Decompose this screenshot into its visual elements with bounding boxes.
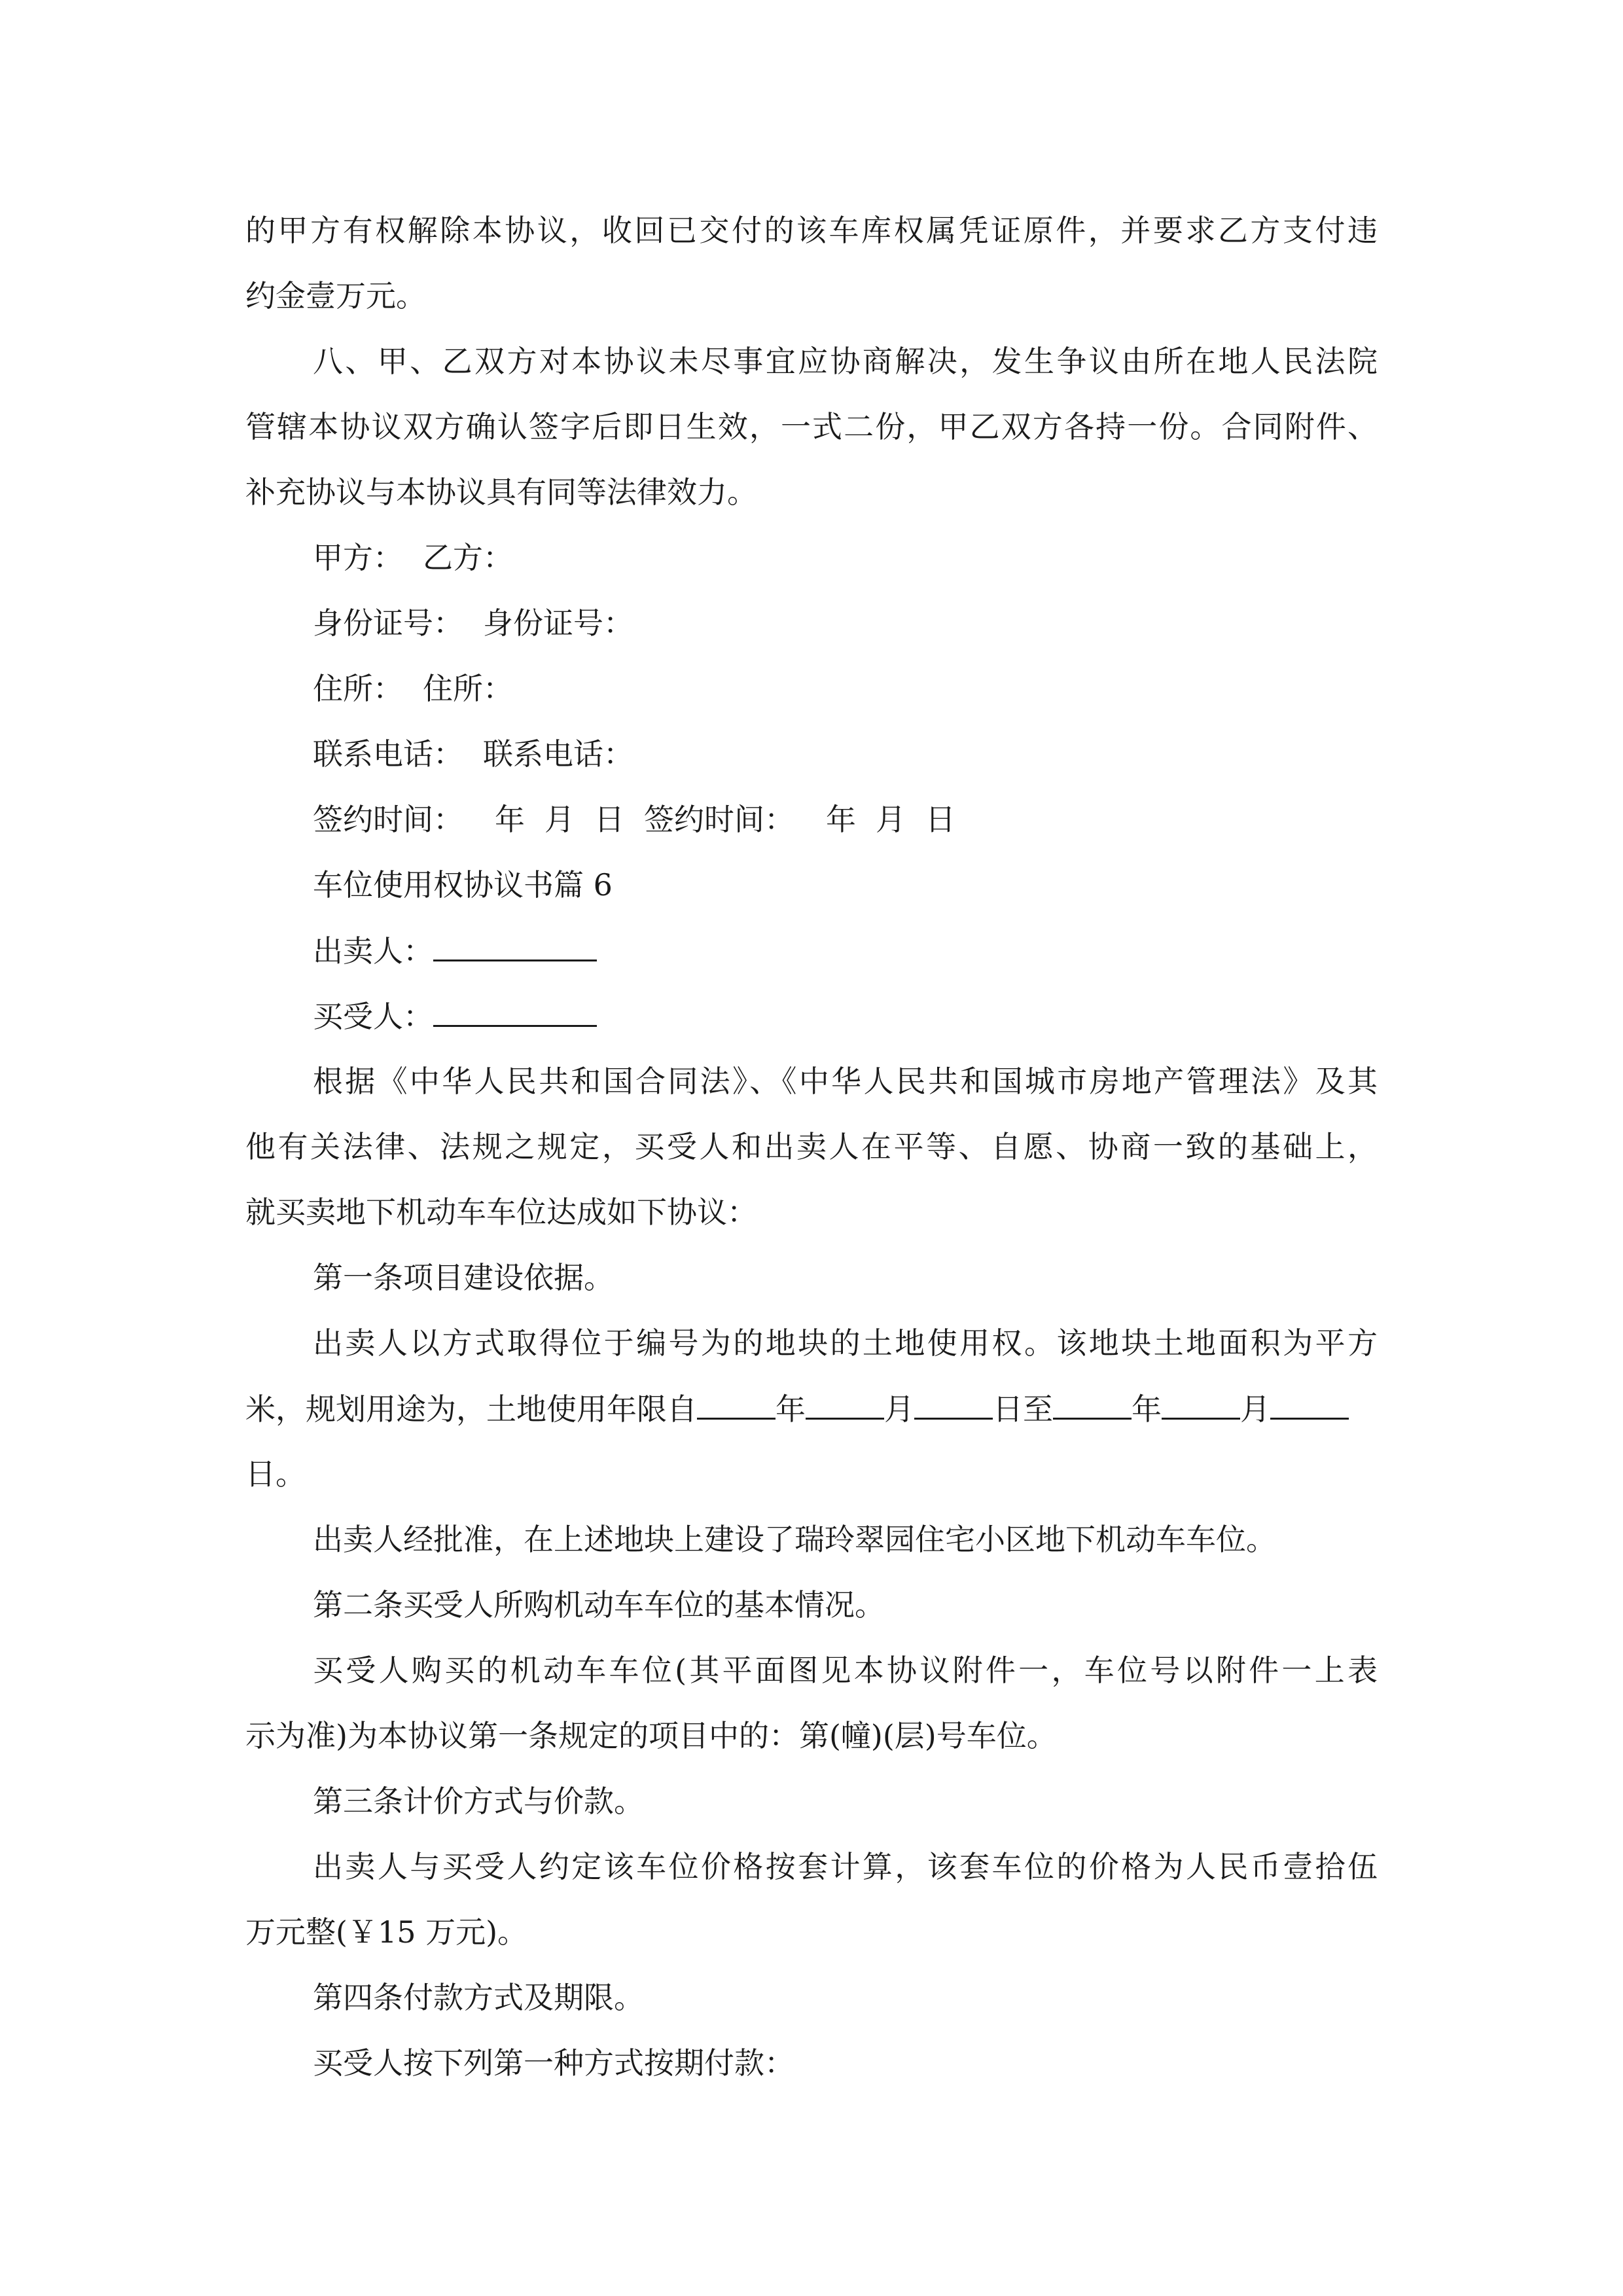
text-line: 买受人购买的机动车车位(其平面图见本协议附件一，车位号以附件一上表 (313, 1653, 1378, 1688)
blank (1162, 1389, 1240, 1420)
month-label: 月 (884, 1391, 914, 1427)
seller-blank (433, 931, 597, 961)
blank (697, 1389, 776, 1420)
text-line: 出卖人与买受人约定该车位价格按套计算，该套车位的价格为人民币壹拾伍 (313, 1849, 1378, 1884)
year-label: 年 (826, 802, 856, 837)
signature-id-line (313, 603, 1378, 643)
text-line: 的甲方有权解除本协议，收回已交付的该车库权属凭证原件，并要求乙方支付违 (245, 213, 1378, 248)
buyer-label: 买受人： (313, 999, 433, 1034)
buyer-line (313, 996, 1378, 1035)
party-a-phone-label: 联系电话： (313, 736, 463, 772)
article-heading: 第四条付款方式及期限。 (313, 1980, 644, 2015)
party-b-address-label: 住所： (423, 671, 513, 706)
day-label: 日 (925, 802, 955, 837)
signature-address-line (313, 669, 1378, 708)
text-line: 他有关法律、法规之规定，买受人和出卖人在平等、自愿、协商一致的基础上， (245, 1129, 1378, 1164)
text-line: 根据《中华人民共和国合同法》、《中华人民共和国城市房地产管理法》及其 (313, 1064, 1378, 1099)
day-label: 日 (594, 802, 624, 837)
party-b-phone-label: 联系电话： (483, 736, 633, 772)
article-heading: 第三条计价方式与价款。 (313, 1784, 644, 1819)
text-line: 示为准)为本协议第一条规定的项目中的：第(幢)(层)号车位。 (245, 1718, 1057, 1753)
month-label: 月 (1240, 1391, 1270, 1427)
text-line-with-blanks (245, 1389, 1378, 1428)
blank (914, 1389, 993, 1420)
party-a-date-label: 签约时间： (313, 802, 463, 837)
party-b-id-label: 身份证号： (483, 605, 633, 641)
year-label: 年 (776, 1391, 806, 1427)
text-line: 约金壹万元。 (245, 278, 426, 314)
text-line: 买受人按下列第一种方式按期付款： (313, 2045, 794, 2081)
party-a-address-label: 住所： (313, 671, 403, 706)
blank (806, 1389, 884, 1420)
text-line: 就买卖地下机动车车位达成如下协议： (245, 1194, 757, 1230)
text-line: 管辖本协议双方确认签字后即日生效，一式二份，甲乙双方各持一份。合同附件、 (245, 409, 1378, 444)
text-line: 出卖人以方式取得位于编号为的地块的土地使用权。该地块土地面积为平方 (313, 1325, 1378, 1361)
month-label: 月 (544, 802, 575, 837)
signature-party-line (313, 538, 1378, 577)
day-to-label: 日至 (993, 1391, 1053, 1427)
article-heading: 第一条项目建设依据。 (313, 1260, 614, 1295)
year-label: 年 (1132, 1391, 1162, 1427)
year-label: 年 (495, 802, 525, 837)
party-b-label: 乙方： (423, 540, 513, 575)
text-line: 补充协议与本协议具有同等法律效力。 (245, 475, 757, 510)
text-line: 出卖人经批准，在上述地块上建设了瑞玲翠园住宅小区地下机动车车位。 (313, 1522, 1276, 1557)
buyer-blank (433, 996, 597, 1027)
blank (1053, 1389, 1132, 1420)
text-line: 日。 (245, 1456, 306, 1492)
text-line: 万元整(￥15 万元)。 (245, 1914, 528, 1950)
seller-label: 出卖人： (313, 933, 433, 969)
section-title: 车位使用权协议书篇 6 (313, 867, 613, 903)
text-line: 八、甲、乙双方对本协议未尽事宜应协商解决，发生争议由所在地人民法院 (313, 344, 1378, 379)
party-a-label: 甲方： (313, 540, 403, 575)
party-b-date-label: 签约时间： (644, 802, 794, 837)
signature-phone-line (313, 734, 1378, 774)
text-segment: 米，规划用途为，土地使用年限自 (245, 1391, 697, 1427)
party-a-id-label: 身份证号： (313, 605, 463, 641)
article-heading: 第二条买受人所购机动车车位的基本情况。 (313, 1587, 885, 1623)
blank (1270, 1389, 1349, 1420)
seller-line (313, 931, 1378, 970)
signature-date-line (313, 800, 1378, 839)
month-label: 月 (876, 802, 906, 837)
